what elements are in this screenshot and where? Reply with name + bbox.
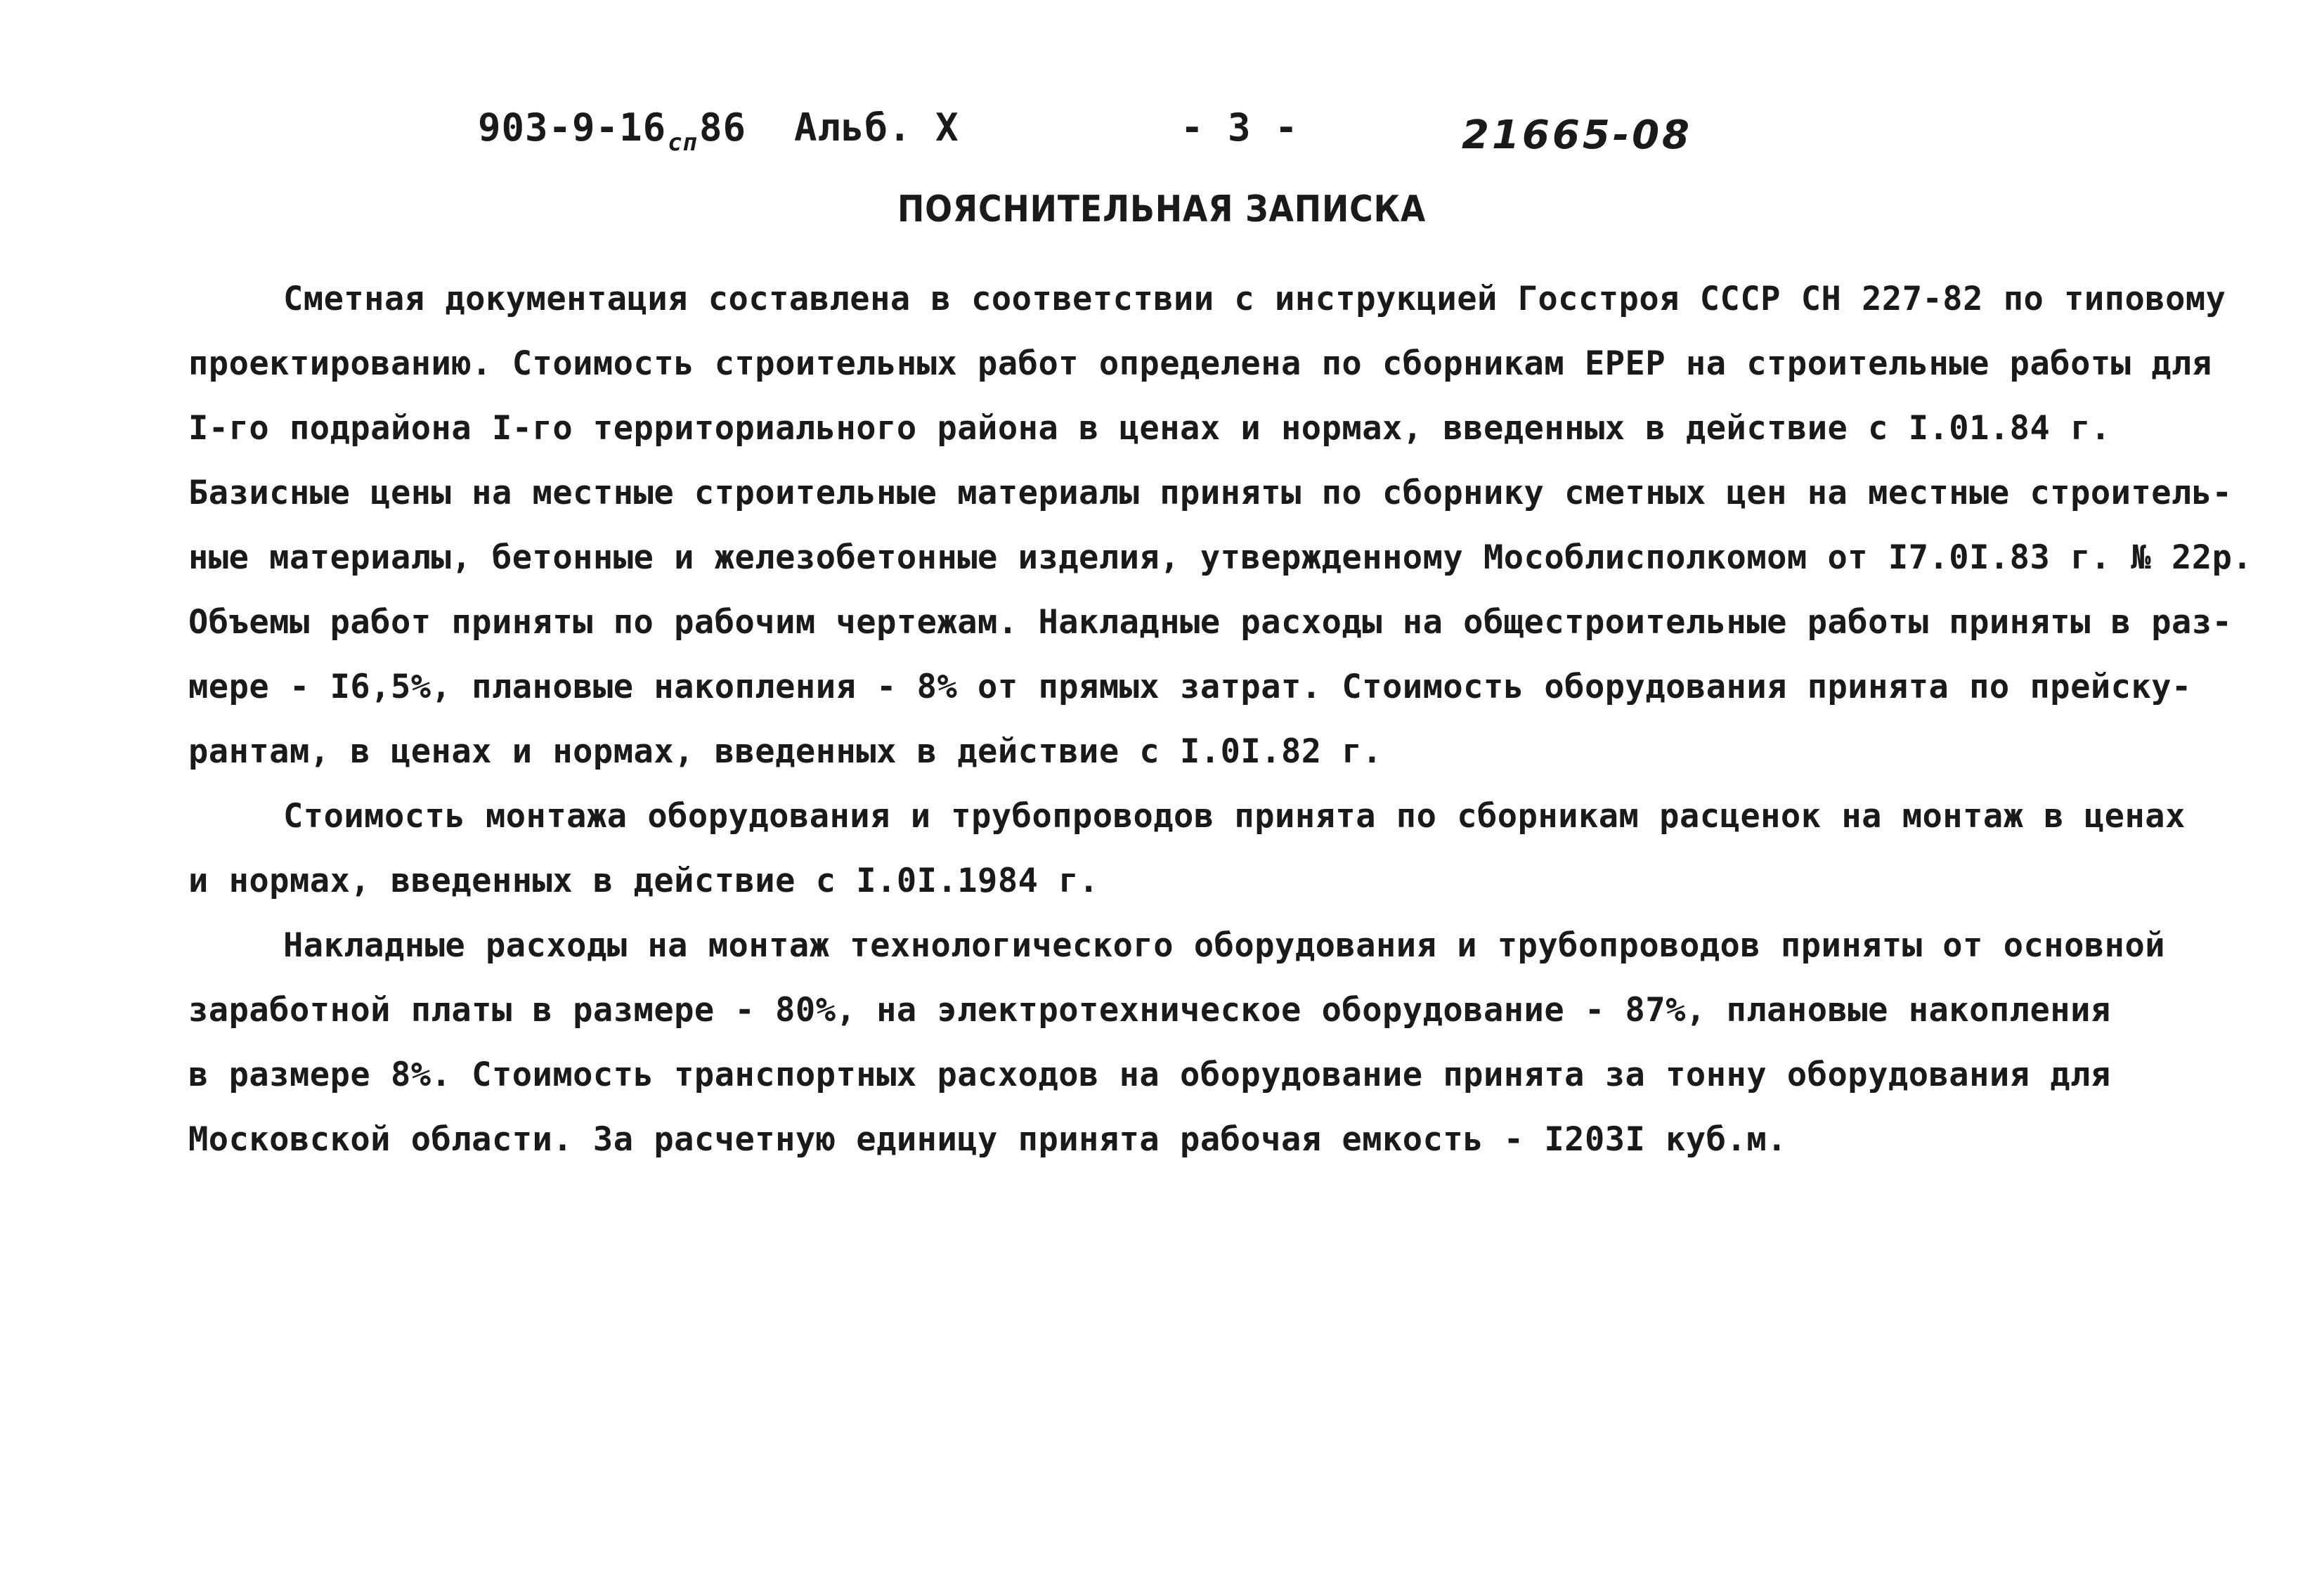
- text-line: ные материалы, бетонные и железобетонные изделия, утвержденному Мособлисполкомом от I7.0I.83 г. № 22р.: [188, 538, 2253, 577]
- text-line: в размере 8%. Стоимость транспортных расходов на оборудование принята за тонну оборудования для: [188, 1056, 2111, 1094]
- text-line: Стоимость монтажа оборудования и трубопроводов принята по сборникам расценок на монтаж в ценах: [283, 797, 2186, 836]
- text-line: Московской области. За расчетную единицу принята рабочая емкость - I203I куб.м.: [188, 1120, 1787, 1159]
- page-number: - 3 -: [1181, 105, 1299, 150]
- document-code-subscript: сп: [668, 129, 699, 157]
- document-code: [478, 105, 746, 157]
- text-line: мере - I6,5%, плановые накопления - 8% от прямых затрат. Стоимость оборудования принята по прейску-: [188, 668, 2192, 706]
- text-line: Базисные цены на местные строительные материалы приняты по сборнику сметных цен на местные строитель-: [188, 474, 2233, 512]
- text-line: Накладные расходы на монтаж технологического оборудования и трубопроводов приняты от основной: [283, 926, 2166, 965]
- text-line: I-го подрайона I-го территориального района в ценах и нормах, введенных в действие с I.01.84 г.: [188, 409, 2111, 448]
- album-label: Альб. X: [794, 105, 959, 150]
- text-line: и нормах, введенных в действие с I.0I.1984 г.: [188, 862, 1099, 900]
- document-title: ПОЯСНИТЕЛЬНАЯ ЗАПИСКА: [897, 188, 1427, 231]
- document-code-year: 86: [699, 105, 747, 150]
- text-line: Объемы работ приняты по рабочим чертежам. Накладные расходы на общестроительные работы приняты в раз-: [188, 603, 2233, 642]
- document-code-main: 903-9-16: [478, 105, 667, 150]
- document-body: [188, 267, 2253, 1172]
- text-line: проектированию. Стоимость строительных работ определена по сборникам ЕРЕР на строительные работы для: [188, 344, 2212, 383]
- text-line: Сметная документация составлена в соответствии с инструкцией Госстроя СССР СН 227-82 по типовому: [283, 280, 2226, 318]
- handwritten-number: 21665-08: [1462, 112, 1692, 158]
- text-line: рантам, в ценах и нормах, введенных в действие с I.0I.82 г.: [188, 732, 1382, 771]
- text-line: заработной платы в размере - 80%, на электротехническое оборудование - 87%, плановые накопления: [188, 991, 2111, 1030]
